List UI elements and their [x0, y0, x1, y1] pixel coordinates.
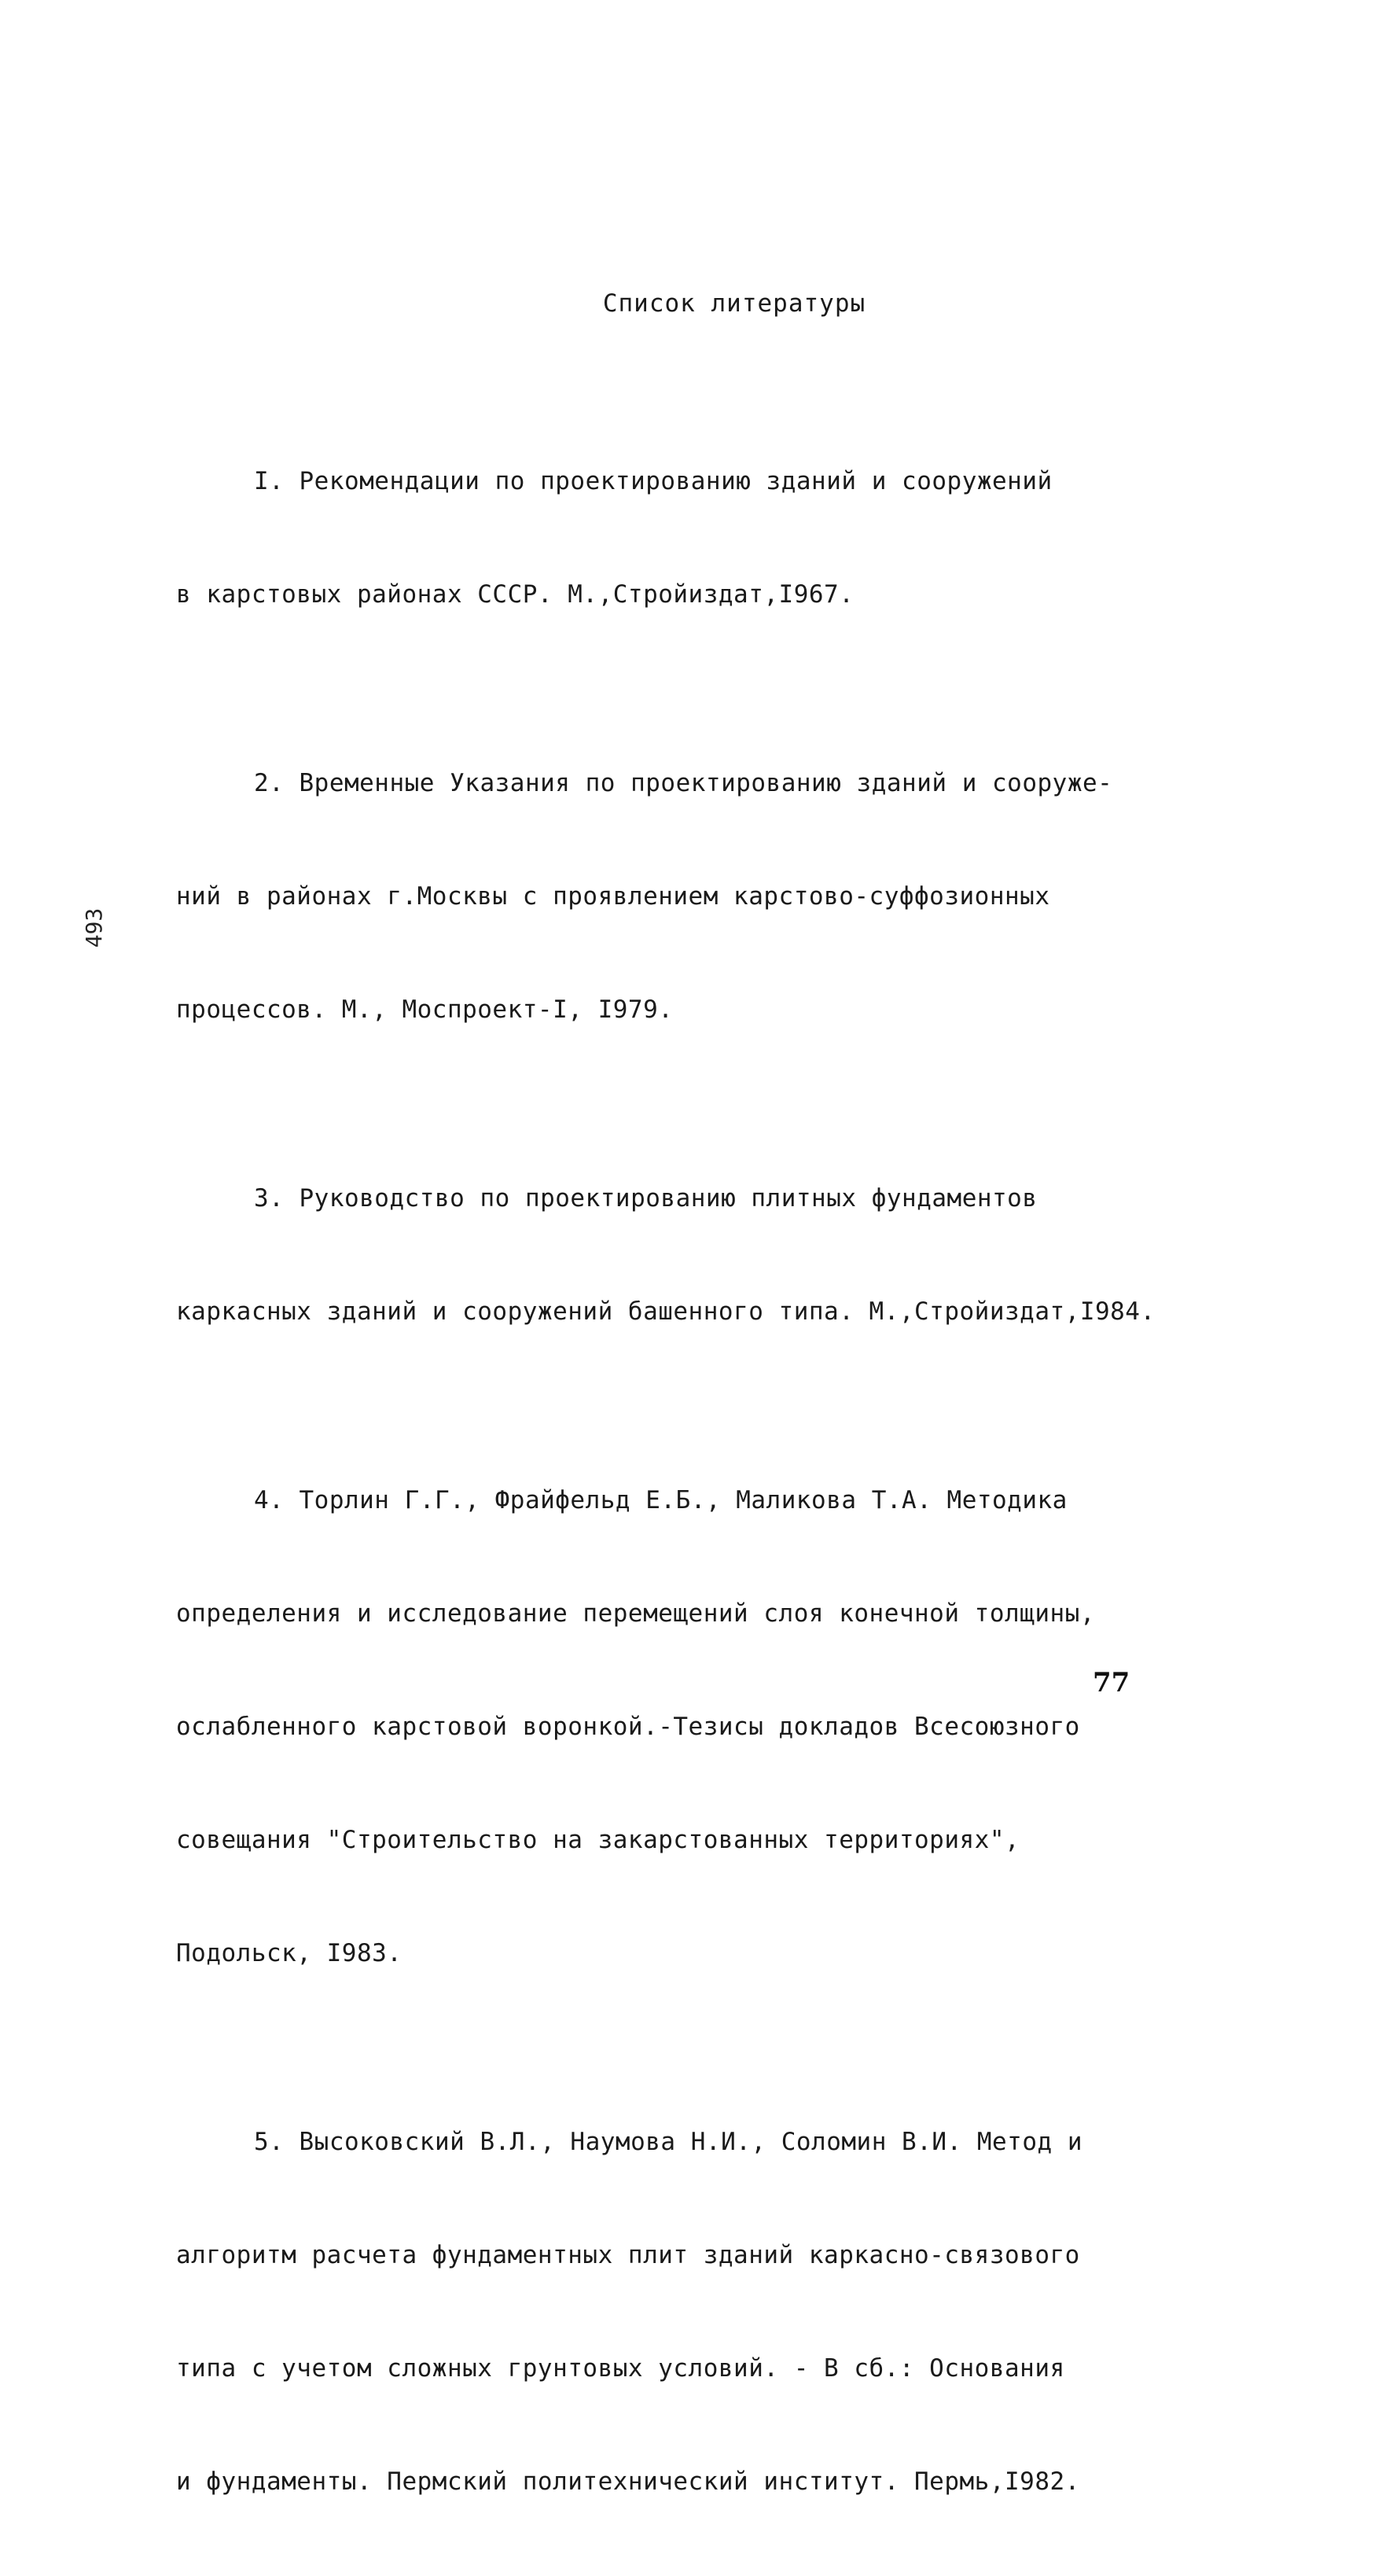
reference-line: процессов. М., Моспроект-I, I979. — [176, 995, 674, 1024]
reference-item-2 — [176, 689, 1167, 1104]
page-number: 77 — [1093, 1667, 1130, 1698]
reference-line: алгоритм расчета фундаментных плит зданий каркасно-связового — [176, 2241, 1080, 2269]
reference-line: 2. Временные Указания по проектированию зданий и сооруже- — [254, 769, 1113, 797]
reference-item-5 — [176, 2048, 1167, 2576]
side-stamp-number: 493 — [80, 907, 107, 948]
reference-line: и фундаменты. Пермский политехнический институт. Пермь,I982. — [176, 2467, 1080, 2496]
reference-line: ний в районах г.Москвы с проявлением карстово-суффозионных — [176, 882, 1050, 911]
reference-item-4 — [176, 1406, 1167, 2048]
page-title: Список литературы — [602, 289, 866, 318]
reference-line: каркасных зданий и сооружений башенного типа. М.,Стройиздат,I984. — [176, 1297, 1156, 1326]
reference-list — [176, 387, 1167, 2576]
reference-line: определения и исследование перемещений слоя конечной толщины, — [176, 1599, 1095, 1628]
reference-line: 5. Высоковский В.Л., Наумова Н.И., Соломин В.И. Метод и — [254, 2128, 1082, 2156]
reference-line: Подольск, I983. — [176, 1939, 402, 1967]
reference-line: в карстовых районах СССР. М.,Стройиздат,I967. — [176, 580, 855, 609]
reference-line: типа с учетом сложных грунтовых условий. - В сб.: Основания — [176, 2354, 1065, 2383]
reference-line: ослабленного карстовой воронкой.-Тезисы докладов Всесоюзного — [176, 1713, 1080, 1741]
reference-item-1 — [176, 387, 1167, 689]
reference-line: 3. Руководство по проектированию плитных фундаментов — [254, 1184, 1038, 1213]
reference-line: I. Рекомендации по проектированию зданий и сооружений — [254, 467, 1053, 495]
reference-item-3 — [176, 1104, 1167, 1406]
reference-line: совещания "Строительство на закарстованных территориях", — [176, 1826, 1020, 1854]
reference-line: 4. Торлин Г.Г., Фрайфельд Е.Б., Маликова Т.А. Методика — [254, 1486, 1068, 1514]
